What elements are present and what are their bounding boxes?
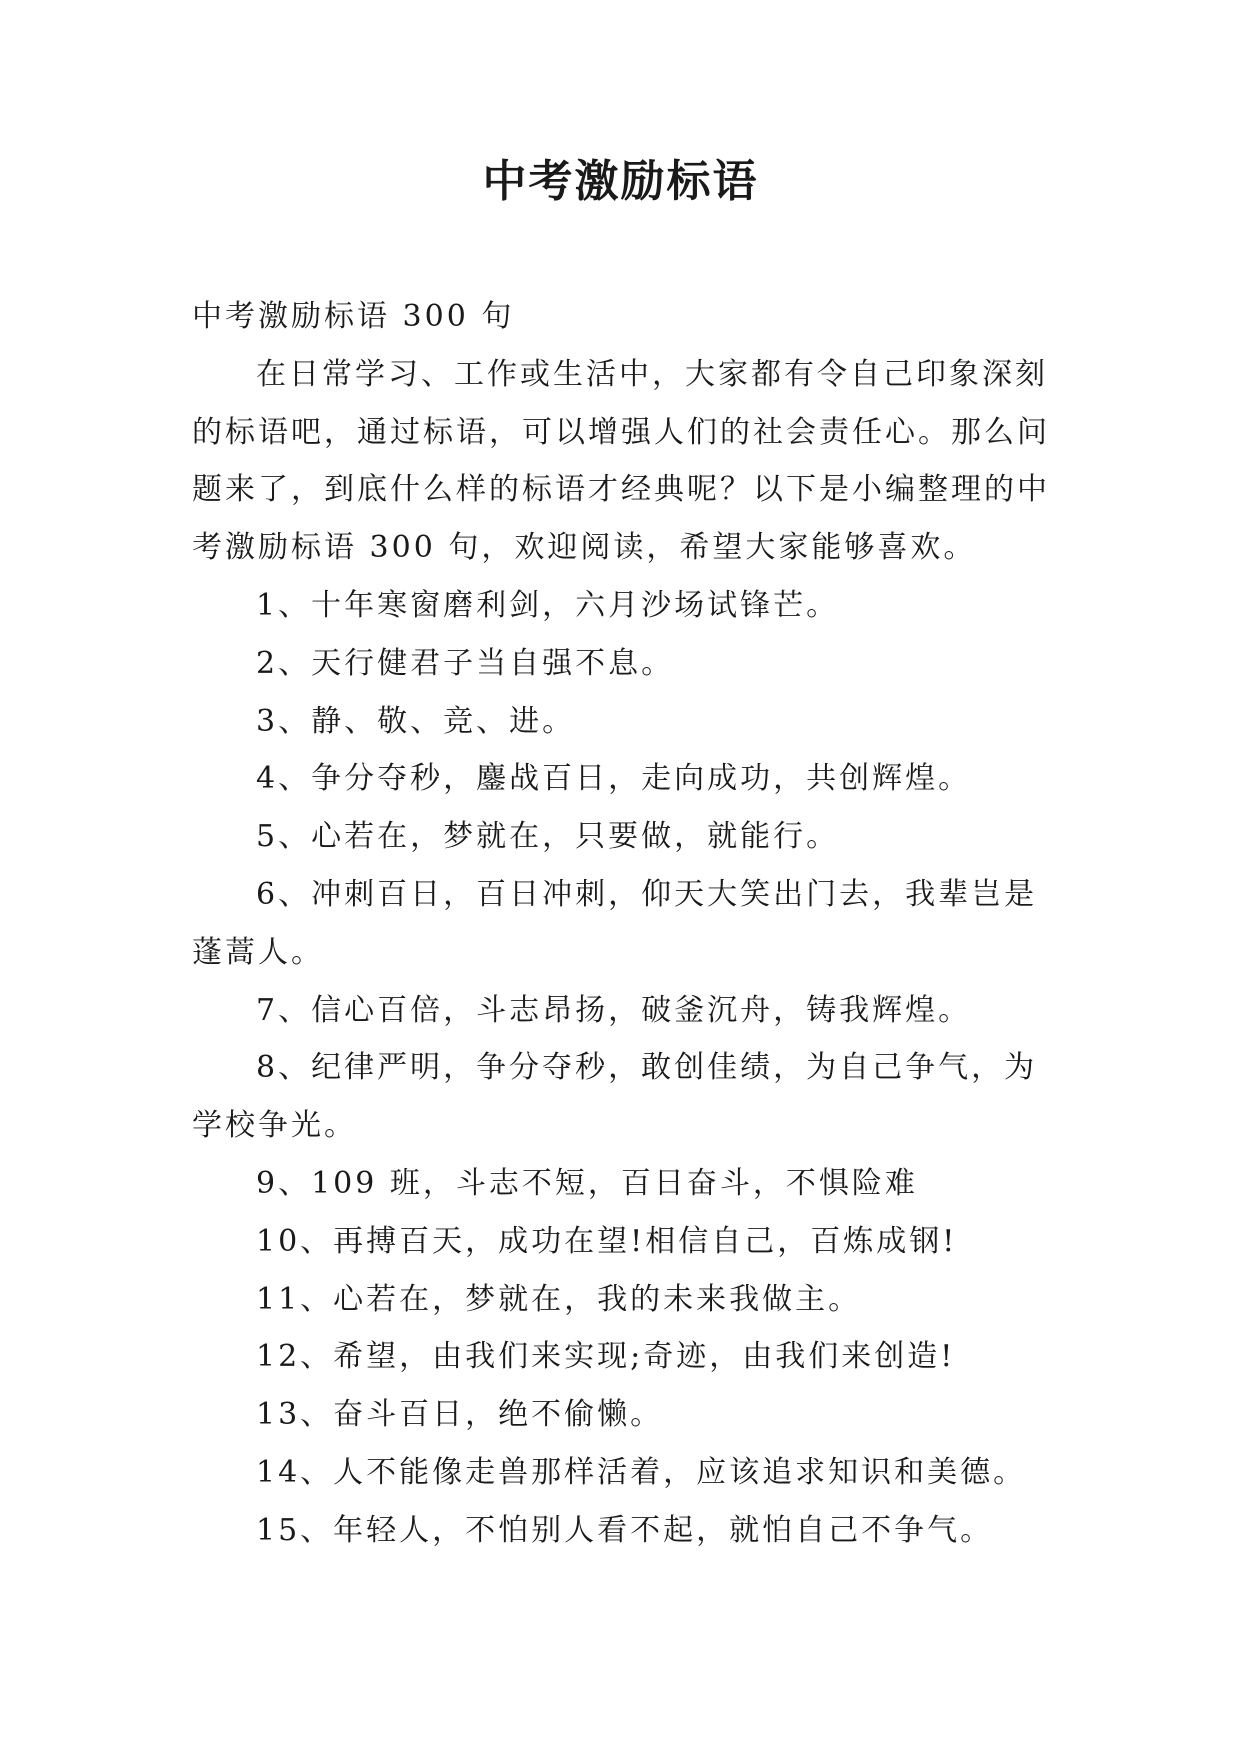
list-item: 8、纪律严明，争分夺秒，敢创佳绩，为自己争气，为学校争光。 [192, 1050, 1038, 1144]
document-body [192, 288, 1052, 1560]
list-item: 6、冲刺百日，百日冲刺，仰天大笑出门去，我辈岂是蓬蒿人。 [192, 876, 1038, 970]
list-item: 11、心若在，梦就在，我的未来我做主。 [256, 1281, 862, 1317]
list-item: 14、人不能像走兽那样活着，应该追求知识和美德。 [256, 1454, 1027, 1490]
list-item: 7、信心百倍，斗志昂扬，破釜沉舟，铸我辉煌。 [256, 992, 972, 1028]
list-item: 1、十年寒窗磨利剑，六月沙场试锋芒。 [256, 587, 840, 623]
page-title: 中考激励标语 [482, 156, 759, 207]
list-item: 10、再搏百天，成功在望!相信自己，百炼成钢! [256, 1223, 958, 1259]
list-item: 2、天行健君子当自强不息。 [256, 645, 675, 681]
list-item: 13、奋斗百日，绝不偷懒。 [256, 1397, 664, 1433]
list-item: 12、希望，由我们来实现;奇迹，由我们来创造! [256, 1339, 956, 1375]
document-subtitle: 中考激励标语 300 句 [192, 299, 515, 334]
list-item: 5、心若在，梦就在，只要做，就能行。 [256, 819, 840, 855]
list-item: 9、109 班，斗志不短，百日奋斗，不惧险难 [256, 1165, 918, 1201]
intro-paragraph: 在日常学习、工作或生活中，大家都有令自己印象深刻的标语吧，通过标语，可以增强人们的社会责任心。那么问题来了，到底什么样的标语才经典呢？以下是小编整理的中考激励标语 300 句，欢迎阅读，希望大家能够喜欢。 [192, 356, 1050, 566]
list-item: 3、静、敬、竞、进。 [256, 703, 576, 739]
list-item: 15、年轻人，不怕别人看不起，就怕自己不争气。 [256, 1512, 994, 1548]
list-item: 4、争分夺秒，鏖战百日，走向成功，共创辉煌。 [256, 761, 972, 797]
